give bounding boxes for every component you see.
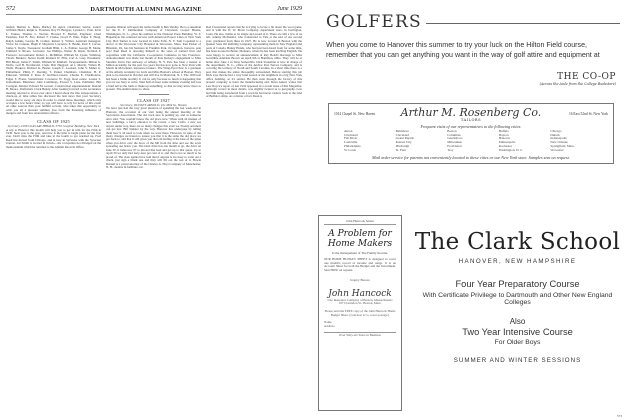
- col1-text-top: tended, Herbert G. Belsa, Hartley M. Ayres, Chairman; Senior, Lenoir Gilfillan Heald, Ralph A. Freeman, Roy H. Burgess, Lyndon C. Pratt, Kvin L. Faunes, Thomas L. Norton, Howard E. Bartlett. Engineer: Charl Eastman, Earl B. Fitz, Robert F. Clarke, Lloyd E. Pike, Edgar F. Hoag, Ralph Adams, George H. Cramer, Robert S. Wilder. Assistant managers: Victor M. Cannon, Hugh P. Maynard, Lawrence E. Bruhn, Paul F. Carver, James S. Doyle. Treasurers: Gorham Blim, C. A. Palmer, George H. Monk, Winfield S. Rivers. Lecturers: Joe Phillips, Walter B. Rusts, Norman F. Foreacre. Accountants: Robert L. McMillan, William M. Lyons, Winthrop Tirrell. Bankers: Nestor Keith, Richard W. Ellis, Carl A. Gray. Presidents: Bill Blood, James F. Smith, William W. Kimball. Vicepresidents: Milton G. Wolfe, Leif B. Nordstrand. Clerk: Bob Haggard, Al I. Merritt, Wilton H. Webb. Brokers: Richard K. Hester, Joseph C. Leonard, John V. Maher Jr. Embalmers: Philip F. Deering, T. Parker Chambers. Chemists: H. P. Emerson, William F. Ross Jr. Architect-raisers: Charles E. Chadbourne, Edgar F. Evans. Statisticians: Lawrence W. Fogg. Real estate: Louise S. Gattermann. Ministers: John Commings, Everett S. Lane. Publisher: Bill Corrigan. Dentist: Edward M. Gewert. Construction superintendent: Donald B. Moore. Draftsman: Clark Bundy. After looking forward to the secretaries meeting referred to above ever since I heard about the fine transportation, a check-up of time tables has disclosed the best news that your Secretary would like to away six days in order to attend those meetings, which only occupies a few hours' time; so you will have to rely for news of this event on other sources than your faithful servant, who takes this opportunity to wish you all a pleasant summer, free from the harassing influence of mergers and from low endowment officers.: [6, 26, 101, 116]
- footer-page-number: 573: [616, 414, 622, 418]
- coop-name: THE CO-OP: [557, 72, 616, 82]
- clark-title: The Clark School: [414, 229, 621, 255]
- tailor-row: [334, 106, 608, 122]
- col3-text-top: Rod Cleaveland reports that he is trying to locate a bit about the wool game, and is with the W. W. Marts Company, department store, in Torrington, Conn. He also claims to be single and proud of it. There are still a few of us left. Johnny McDonald, who transferred to Yale at the end of our second year, graduated from there in 1927. He is now located in Boston with the Quaker State Oil Refining Company, representing them in New England and parts of Canada. Bunny Hands, who had just been heard from for some time, has been located in Berne, Montana, where he has been teaching English. We were happy to receive an announcement of Ray Bond's marriage to Miss Geraldine Adelaide Brown on April 9th at Hamilton, Ohio. They will be at home after June 1 in West Somerville. Dick Stoneman is now in charge of the department, N. C., office of the Anchor Post Fences Company, and is covering the territory of North and South Carolina. In a short time there is a post that makes the entire thoroughly surrounded. Before starting this job Dick says that he had a very brief season at the neighbors in a big New York office building, so it's settled. He then went through the factory of this present company to learn the manufacturing end. Dean Askew writes that Lew Royce's report of last 1934 appeared in a recent issue of this Magazine, although correct in most details, was slightly twisted as to geography. Lew had him being transferred from a town he had never visited, back to the land of Buffalo's ships. As a matter of fact Dean is: [206, 26, 302, 99]
- tailor-signature: [401, 107, 542, 122]
- column-3: [206, 26, 302, 416]
- inquiry-bureau: Inquiry Bureau: [350, 277, 370, 282]
- home-ad-body: OUR HOME BUDGET SHEET is designed to cover one month's record of income and outgo. It is an Account Sheet for both the Budget and the Investment. Sent FREE on request.: [324, 257, 396, 273]
- class-secretary-1925: Secretary, DOUGLAS ARCHIBALD, 3750 Graybar Building, New York: [7, 123, 100, 128]
- home-ad-footer: Over Sixty-six Years in Business: [324, 332, 396, 338]
- coupon-address-field: Address: [324, 323, 335, 328]
- home-budget-ad: [318, 215, 402, 411]
- clark-school-ad: [411, 215, 624, 411]
- column-1: [6, 26, 101, 416]
- clark-also: Also: [509, 317, 526, 326]
- class-secretary-1927: Secretary, DUDLEY ARNOLD, 101 Milk St., Boston: [120, 102, 187, 107]
- col2-text-bottom: We have just had the very great pleasure of spending the last week-end in Hanover, the occasion of our visit being the annual meeting of the Secretaries Association. The old town sure is perking up, and as someone once said, 'You wouldn't know the old place now.' When with all manner of new buildings, a fancy entrance to the tavern, a new Crafts, a new sea airport under way, there are so many changes that even we Twenty-seveners can get lost. Bill Sphaler by the way, Hanover has undergone by telling them how it all used to look when we were there. However, in spite of the many changes we hasten to assure you that it is the same the old place we got back to, and that it still gives you that old feeling at the base of the spine when you drive over the brow of the hill from the Inne and see the town spreading out below you. The band drive has one month to go, the drive on June 30. It behooves '27 to discard that lead and get up to that quota. Up to April 30 we only had forty-four per cent of it, and that is not so much to be proud of. The class agents have said that if anyone is too busy to write out a check, just sign a blank one and they will fill out the rest of it. Howie Russell is a proud attorney of the Charles A. Hoyt Company of Manchester, N. H., dealers in furniture, etc.: [106, 106, 201, 170]
- tailor-ad-box: [328, 103, 614, 164]
- coupon-name-field: Name: [324, 319, 332, 324]
- home-ad-title: A Problem for Home Makers: [327, 229, 393, 249]
- city-item: Troy: [447, 147, 454, 152]
- representatives-line: Frequent visits of our representatives to the following cities:: [420, 124, 522, 129]
- city-item: Springfield, Mass.: [550, 143, 575, 148]
- city-item: Greensboro: [447, 136, 463, 141]
- col2-text-top: Another Ohioan will upon his native health is Ben Westby. He is a salesman for the E. F. Zimmerman Company of Cleveland. Cooper Blonie, Washington, D. C., gives his address as the National Press Building. W. F. Hagemeyer has returned success with American Export Lines of New York City. Bob Tanner is now located in Little Falls, N. Y. Sam Copeland is a doctor at the Worcester City Hospital in Worcester, Mass. Ken Parker of Hinsdale, Ill., has his business in Franklin Park. Occupation, brewers, pale pop! Paul Reed is devoting himself to the sales of canned fruit and vegetables with the California Co-operative Canneries in San Francisco. Announcement was made last month of Pete Kelsey's engagement to Miss Suzanne Irwin Van Antwerp of Albany, N. Y. Pete has been a master at Milton Academy for the past two years but has now gone to New York with Marsh & McLennan, insurance brokers. The Wing-Eyed Pete is a graduate of the Albany Academy for Girls and Miss Baxton's school of Boston. They plan to be married in October and will live in Montclair, N. J. The 1930 reel has been a blank recently. It can be only because so much is happening that you are too busy to write. Take half an hour some summer evening and toss a brief tell us the truth or make up something, so that we may know more to present. The alumni desire to share.: [106, 26, 201, 92]
- class-heading-1925: CLASS OF 1925: [37, 118, 70, 124]
- insurance-company: Life Insurance Company of Boston, Massachusetts: [327, 297, 393, 302]
- coupon-request: Please send me FREE copy of the John Hancock Home Budget Sheet. (I enclose 2c to cover postage.): [324, 309, 396, 317]
- golfers-body: When you come to Hanover this summer to try your luck on the Hilton Field course, remember that you can get anything you want in the way of golf attire and equipment at: [326, 41, 600, 59]
- city-item: Louisville: [344, 140, 358, 145]
- clark-sessions: SUMMER AND WINTER SESSIONS: [453, 357, 582, 364]
- city-item: Pittsburgh: [395, 143, 410, 148]
- city-item: Hanover: [498, 136, 511, 141]
- city-item: Providence: [447, 143, 463, 148]
- city-item: New Orleans: [550, 140, 568, 145]
- city-item: St. Louis: [344, 147, 356, 152]
- clark-older-boys: For Older Boys: [494, 339, 541, 346]
- tailor-label: TAILORS: [460, 117, 482, 122]
- home-ad-header: John Hancock Series: [324, 219, 396, 225]
- clark-two-year: Two Year Intensive Course: [462, 327, 573, 337]
- mail-order-line: Mail order service for patrons not conveniently located to these cities or our New York store. Samples sent on request.: [372, 155, 570, 161]
- issue-date: June 1929: [277, 6, 302, 12]
- right-page: [318, 4, 624, 416]
- city-list: [334, 130, 608, 152]
- city-item: Columbus: [447, 132, 461, 137]
- city-item: Indianapolis: [550, 136, 567, 141]
- clark-location: HANOVER, NEW HAMPSHIRE: [458, 258, 577, 265]
- city-item: Cincinnati: [344, 132, 358, 137]
- running-header: [6, 4, 302, 15]
- city-item: Philadelphia: [344, 143, 361, 148]
- coop-logo: [540, 72, 616, 86]
- company-address: 197 Clarendon St., Boston, Mass.: [338, 301, 382, 306]
- magazine-title: DARTMOUTH ALUMNI MAGAZINE: [90, 5, 202, 13]
- tailor-name: Arthur M. Rosenberg Co.: [400, 105, 542, 119]
- clark-certificate: With Certificate Privilege to Dartmouth and Other New England Colleges: [422, 292, 613, 306]
- city-item: Duluth: [550, 132, 560, 137]
- city-item: Minneapolis: [498, 140, 516, 145]
- city-item: Dayton: [498, 132, 509, 137]
- home-ad-tagline: Is the management of The Family Income.: [331, 251, 389, 255]
- col1-text-bottom: A trip to Hanover this month will help you to get in trim for the Fifth in 1930. Next year is the year, and now is the time to begin plans for the first ever. Don't miss the Fifth and take in the fourth to get warmed up. Fred Reed has moved from Chicago, and is now in Syracuse with the Syracuse Journal. Art Smith is located in Toledo—his occupation not divulged on the memorandum which he returned to the Alumni Records Office.: [6, 127, 101, 149]
- title-rule: [426, 23, 620, 24]
- page-number: 572: [6, 6, 15, 12]
- class-heading-1927: CLASS OF 1927: [137, 97, 170, 103]
- tailor-address-left: 1014 Chapel St. New Haven: [334, 112, 376, 116]
- coop-subtitle: (Across the Aisle from the College Bookstore): [539, 82, 616, 86]
- city-item: Washington, D. C.: [498, 147, 524, 152]
- city-item: Rochester: [498, 143, 512, 148]
- clark-course: Four Year Preparatory Course: [455, 279, 580, 289]
- tailor-address-right: 16 East 52nd St. New York: [568, 112, 608, 116]
- city-item: Akron: [344, 129, 353, 133]
- city-item: Chicago: [550, 129, 562, 133]
- john-hancock-signature: John Hancock: [328, 288, 392, 299]
- city-item: Kansas City: [395, 140, 412, 145]
- divider: [139, 94, 169, 95]
- city-item: Cleveland: [395, 132, 409, 137]
- city-item: Buffalo: [498, 129, 509, 133]
- city-item: St. Paul: [395, 147, 406, 152]
- column-2: [106, 26, 201, 416]
- city-item: Worcester: [550, 147, 564, 152]
- city-item: Milwaukee: [447, 140, 463, 145]
- golfers-title: GOLFERS: [326, 12, 422, 32]
- city-item: Fall River: [344, 136, 358, 141]
- golfers-ad: [318, 10, 624, 202]
- city-item: Baltimore: [395, 129, 409, 133]
- city-item: Boston: [447, 129, 457, 133]
- city-item: Grand Rapids: [395, 136, 414, 141]
